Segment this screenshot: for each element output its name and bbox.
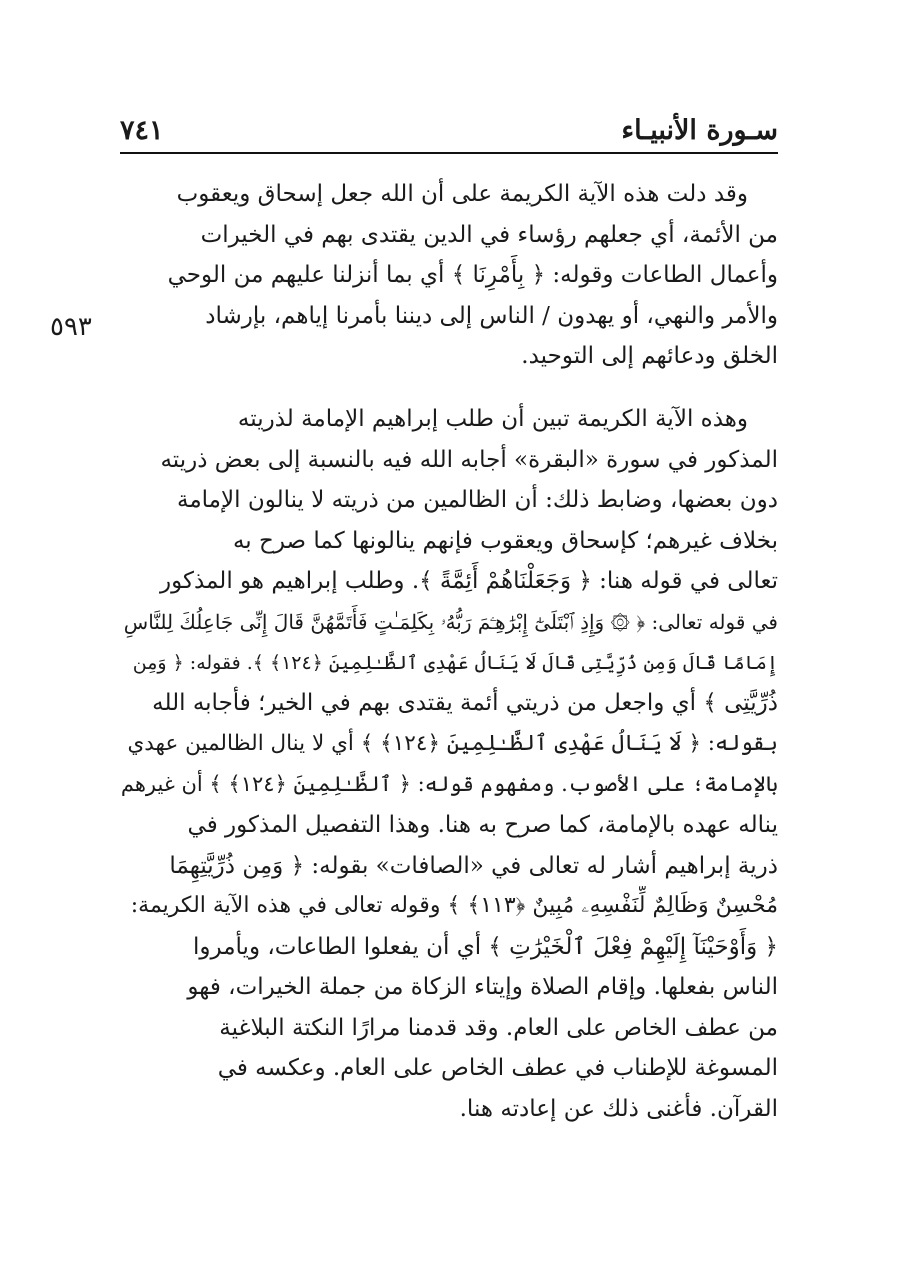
page-number: ٧٤١ <box>120 115 164 146</box>
text-line: في قوله تعالى: ﴿ ۞ وَإِذِ ٱبْتَلَىٰٓ إِبْرَٰهِـۧمَ رَبُّهُۥ بِكَلِمَـٰتٍ فَأَتَمَّهُنَّ قَالَ إِنِّى جَاعِلُكَ لِلنَّاسِ <box>123 609 778 634</box>
header-rule <box>120 152 778 154</box>
paragraph-1 <box>120 174 778 377</box>
page-header <box>120 112 778 152</box>
margin-page-reference: ٥٩٣ <box>50 312 92 342</box>
text-line: وهذه الآية الكريمة تبين أن طلب إبراهيم الإمامة لذريته <box>237 405 748 432</box>
text-line: مُحْسِنٌ وَظَالِمٌ لِّنَفْسِهِۦ مُبِينٌ ﴿١١٣﴾ ﴾ وقوله تعالى في هذه الآية الكريمة: <box>130 893 778 919</box>
text-line: ذُرِّيَّتِى ﴾ أي واجعل من ذريتي أئمة يقتدى بهم في الخير؛ فأجابه الله <box>152 690 778 717</box>
text-line: المسوغة للإطناب في عطف الخاص على العام. وعكسه في <box>217 1055 778 1082</box>
text-line: بالإمامة؛ على الأصوب. ومفهوم قوله: ﴿ ٱلظَّـٰلِمِينَ ﴿١٢٤﴾ ﴾ أن غيرهم <box>120 772 778 797</box>
text-line: وأعمال الطاعات وقوله: ﴿ بِأَمْرِنَا ﴾ أي بما أنزلنا عليهم من الوحي <box>167 262 778 289</box>
text-line: من الأئمة، أي جعلهم رؤساء في الدين يقتدى بهم في الخيرات <box>200 221 778 248</box>
surah-title: سـورة الأنبيـاء <box>621 115 778 146</box>
text-line: ﴿ وَأَوْحَيْنَآ إِلَيْهِمْ فِعْلَ ٱلْخَيْرَٰتِ ﴾ أي أن يفعلوا الطاعات، ويأمروا <box>193 933 778 960</box>
text-line: والأمر والنهي، أو يهدون / الناس إلى ديننا بأمرنا إياهم، بإرشاد <box>205 302 778 329</box>
text-line: بخلاف غيرهم؛ كإسحاق ويعقوب فإنهم ينالونها كما صرح به <box>232 527 778 554</box>
page-body <box>120 174 778 1130</box>
text-line: المذكور في سورة «البقرة» أجابه الله فيه بالنسبة إلى بعض ذريته <box>160 446 778 473</box>
text-line: إِمَامًا قَالَ وَمِن ذُرِّيَّتِى قَالَ لَا يَنَالُ عَهْدِى ٱلظَّـٰلِمِينَ ﴿١٢٤﴾ ﴾. فقوله: ﴿ وَمِن <box>132 651 778 674</box>
text-line: دون بعضها، وضابط ذلك: أن الظالمين من ذريته لا ينالون الإمامة <box>177 487 778 514</box>
text-line: بقوله: ﴿ لَا يَنَالُ عَهْدِى ٱلظَّـٰلِمِينَ ﴿١٢٤﴾ ﴾ أي لا ينال الظالمين عهدي <box>127 730 778 756</box>
text-line: ذرية إبراهيم أشار له تعالى في «الصافات» بقوله: ﴿ وَمِن ذُرِّيَّتِهِمَا <box>169 852 778 879</box>
text-line: تعالى في قوله هنا: ﴿ وَجَعَلْنَاهُمْ أَئِمَّةً ﴾. وطلب إبراهيم هو المذكور <box>160 568 778 595</box>
paragraph-2 <box>120 399 778 1130</box>
text-line: يناله عهده بالإمامة، كما صرح به هنا. وهذا التفصيل المذكور في <box>187 811 778 838</box>
text-line: من عطف الخاص على العام. وقد قدمنا مرارًا النكتة البلاغية <box>219 1014 778 1041</box>
text-line: وقد دلت هذه الآية الكريمة على أن الله جعل إسحاق ويعقوب <box>176 181 748 207</box>
text-line: القرآن. فأغنى ذلك عن إعادته هنا. <box>459 1096 778 1123</box>
text-line: الناس بفعلها. وإقام الصلاة وإيتاء الزكاة من جملة الخيرات، فهو <box>187 974 778 1001</box>
text-line: الخلق ودعائهم إلى التوحيد. <box>521 343 778 370</box>
